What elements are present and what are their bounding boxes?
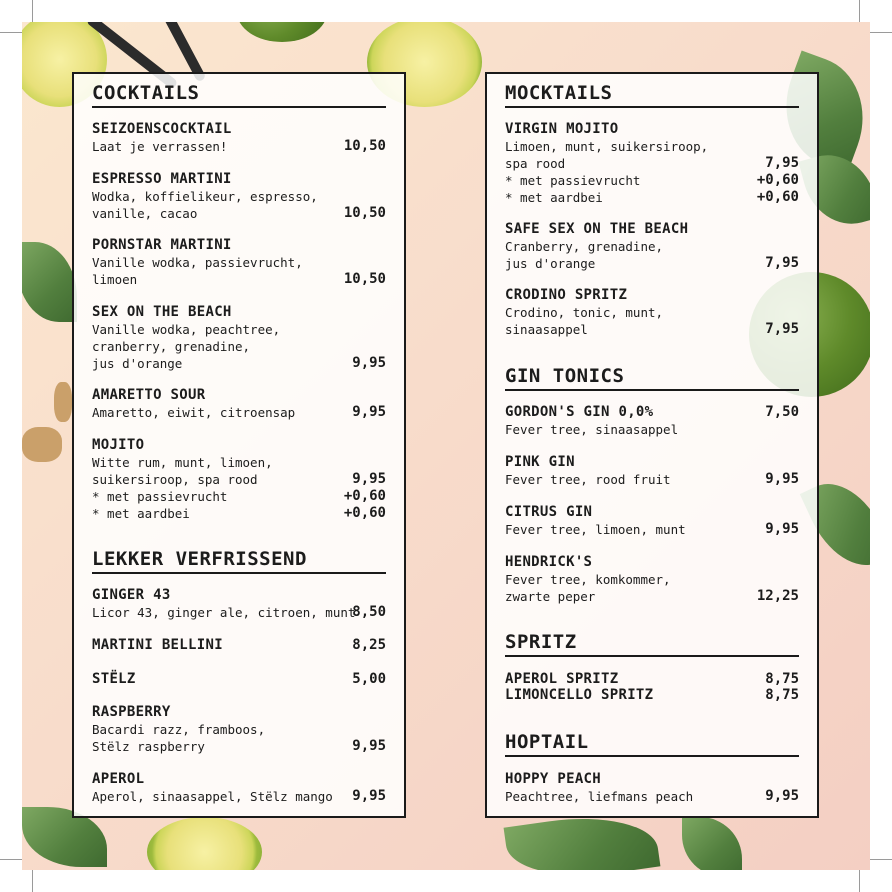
item-name: PINK GIN bbox=[505, 454, 575, 470]
item-description: cranberry, grenadine, bbox=[92, 339, 251, 354]
menu-item bbox=[92, 171, 386, 222]
section-title-mocktails: MOCKTAILS bbox=[505, 82, 799, 108]
lime-image bbox=[237, 22, 327, 42]
item-description: Licor 43, ginger ale, citroen, munt bbox=[92, 605, 356, 620]
mint-leaf-image bbox=[682, 817, 742, 870]
item-description: vanille, cacao bbox=[92, 206, 198, 221]
right-menu-panel bbox=[485, 72, 819, 818]
item-price: 9,95 bbox=[352, 738, 386, 754]
crop-mark bbox=[870, 859, 892, 860]
item-name: MARTINI BELLINI bbox=[92, 637, 223, 653]
menu-item bbox=[505, 287, 799, 338]
item-name: APEROL SPRITZ bbox=[505, 671, 619, 687]
item-price: 9,95 bbox=[352, 471, 386, 487]
item-description: Vanille wodka, passievrucht, bbox=[92, 255, 303, 270]
item-price: 9,95 bbox=[765, 471, 799, 487]
item-description: zwarte peper bbox=[505, 589, 596, 604]
item-price: 9,95 bbox=[765, 788, 799, 804]
item-description: suikersiroop, spa rood bbox=[92, 472, 258, 487]
left-menu-panel bbox=[72, 72, 406, 818]
item-name: STËLZ bbox=[92, 671, 136, 687]
item-name: MOJITO bbox=[92, 437, 145, 453]
item-price: 9,95 bbox=[765, 521, 799, 537]
crop-mark bbox=[859, 870, 860, 892]
menu-item bbox=[505, 671, 799, 688]
item-price: 8,75 bbox=[765, 671, 799, 687]
item-name: GORDON'S GIN 0,0% bbox=[505, 404, 654, 420]
section-title-spritz: SPRITZ bbox=[505, 631, 799, 657]
item-name: SEX ON THE BEACH bbox=[92, 304, 232, 320]
menu-item bbox=[92, 637, 386, 654]
crop-mark bbox=[32, 870, 33, 892]
item-description: Stëlz raspberry bbox=[92, 739, 205, 754]
menu-item bbox=[92, 704, 386, 755]
item-price: 10,50 bbox=[343, 271, 386, 287]
item-option: * met passievrucht bbox=[92, 489, 228, 504]
menu-item bbox=[92, 671, 386, 688]
menu-item bbox=[92, 237, 386, 288]
menu-item bbox=[92, 771, 386, 805]
item-description: Limoen, munt, suikersiroop, bbox=[505, 139, 709, 154]
item-description: Fever tree, komkommer, bbox=[505, 572, 671, 587]
item-description: Cranberry, grenadine, bbox=[505, 239, 664, 254]
section-title-hoptail: HOPTAIL bbox=[505, 731, 799, 757]
item-extra-price: +0,60 bbox=[756, 189, 799, 205]
item-name: GINGER 43 bbox=[92, 587, 171, 603]
menu-item bbox=[505, 771, 799, 805]
item-price: 7,95 bbox=[765, 255, 799, 271]
item-description: Fever tree, limoen, munt bbox=[505, 522, 686, 537]
item-description: Vanille wodka, peachtree, bbox=[92, 322, 281, 337]
cork-image bbox=[54, 382, 72, 422]
item-price: 8,25 bbox=[352, 637, 386, 653]
item-name: PORNSTAR MARTINI bbox=[92, 237, 232, 253]
section-title-gin-tonics: GIN TONICS bbox=[505, 365, 799, 391]
item-description: spa rood bbox=[505, 156, 566, 171]
item-price: 7,95 bbox=[765, 155, 799, 171]
menu-item bbox=[505, 504, 799, 538]
menu-item bbox=[505, 454, 799, 488]
menu-item bbox=[92, 304, 386, 372]
item-option: * met passievrucht bbox=[505, 173, 641, 188]
menu-item bbox=[505, 554, 799, 605]
menu-item bbox=[505, 221, 799, 272]
item-price: 7,50 bbox=[765, 404, 799, 420]
item-name: LIMONCELLO SPRITZ bbox=[505, 687, 654, 703]
item-price: 9,95 bbox=[352, 404, 386, 420]
item-description: limoen bbox=[92, 272, 138, 287]
item-description: Laat je verrassen! bbox=[92, 139, 228, 154]
item-price: 10,50 bbox=[343, 138, 386, 154]
item-name: HOPPY PEACH bbox=[505, 771, 602, 787]
item-name: SEIZOENSCOCKTAIL bbox=[92, 121, 232, 137]
item-name: RASPBERRY bbox=[92, 704, 171, 720]
menu-item bbox=[92, 437, 386, 522]
menu-item bbox=[92, 587, 386, 621]
menu-item bbox=[92, 387, 386, 421]
mint-leaf-image bbox=[22, 242, 77, 322]
item-price: 9,95 bbox=[352, 355, 386, 371]
section-title-cocktails: COCKTAILS bbox=[92, 82, 386, 108]
item-description: Fever tree, rood fruit bbox=[505, 472, 671, 487]
item-extra-price: +0,60 bbox=[756, 172, 799, 188]
item-description: sinaasappel bbox=[505, 322, 588, 337]
item-price: 8,50 bbox=[352, 604, 386, 620]
item-description: Wodka, koffielikeur, espresso, bbox=[92, 189, 318, 204]
menu-item bbox=[505, 121, 799, 206]
menu-item bbox=[92, 121, 386, 155]
crop-mark bbox=[32, 0, 33, 22]
item-option: * met aardbei bbox=[505, 190, 603, 205]
item-description: Fever tree, sinaasappel bbox=[505, 422, 679, 437]
menu-item bbox=[505, 404, 799, 438]
item-price: 7,95 bbox=[765, 321, 799, 337]
item-name: CRODINO SPRITZ bbox=[505, 287, 628, 303]
item-name: CITRUS GIN bbox=[505, 504, 593, 520]
crop-mark bbox=[859, 0, 860, 22]
lime-slice-image bbox=[147, 817, 262, 870]
item-description: jus d'orange bbox=[92, 356, 183, 371]
item-name: APEROL bbox=[92, 771, 145, 787]
item-name: HENDRICK'S bbox=[505, 554, 593, 570]
item-description: Amaretto, eiwit, citroensap bbox=[92, 405, 296, 420]
item-price: 10,50 bbox=[343, 205, 386, 221]
item-description: jus d'orange bbox=[505, 256, 596, 271]
section-title-lekker-verfrissend: LEKKER VERFRISSEND bbox=[92, 548, 386, 574]
item-name: AMARETTO SOUR bbox=[92, 387, 206, 403]
crop-mark bbox=[0, 859, 22, 860]
item-extra-price: +0,60 bbox=[343, 505, 386, 521]
item-name: SAFE SEX ON THE BEACH bbox=[505, 221, 689, 237]
item-description: Crodino, tonic, munt, bbox=[505, 305, 664, 320]
crop-mark bbox=[0, 32, 22, 33]
menu-item bbox=[505, 687, 799, 704]
item-price: 12,25 bbox=[756, 588, 799, 604]
cork-image bbox=[22, 427, 62, 462]
item-extra-price: +0,60 bbox=[343, 488, 386, 504]
item-description: Witte rum, munt, limoen, bbox=[92, 455, 273, 470]
crop-mark bbox=[870, 32, 892, 33]
item-option: * met aardbei bbox=[92, 506, 190, 521]
item-name: VIRGIN MOJITO bbox=[505, 121, 619, 137]
item-price: 8,75 bbox=[765, 687, 799, 703]
item-description: Aperol, sinaasappel, Stëlz mango bbox=[92, 789, 333, 804]
item-price: 5,00 bbox=[352, 671, 386, 687]
item-name: ESPRESSO MARTINI bbox=[92, 171, 232, 187]
item-description: Bacardi razz, framboos, bbox=[92, 722, 266, 737]
item-price: 9,95 bbox=[352, 788, 386, 804]
item-description: Peachtree, liefmans peach bbox=[505, 789, 694, 804]
